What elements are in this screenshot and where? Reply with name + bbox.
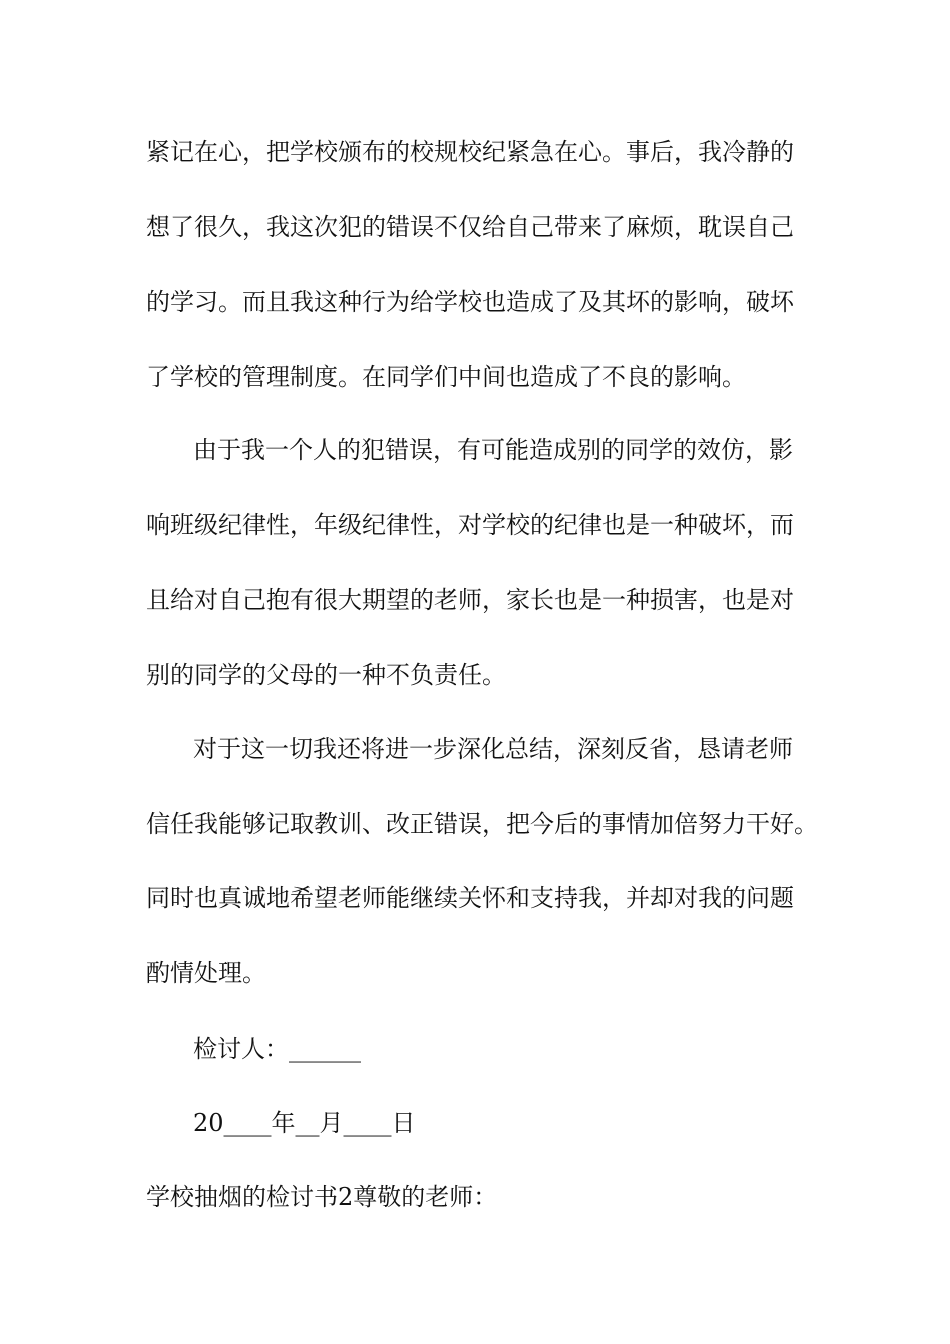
paragraph-start-line: 对于这一切我还将进一步深化总结，深刻反省，恳请老师 — [193, 735, 793, 763]
section-heading: 学校抽烟的检讨书2尊敬的老师： — [146, 1183, 498, 1211]
signature-line: 检讨人：______ — [193, 1035, 361, 1063]
text-line-10: 信任我能够记取教训、改正错误，把今后的事情加倍努力干好。 — [146, 810, 818, 838]
text-line-11: 同时也真诚地希望老师能继续关怀和支持我，并却对我的问题 — [146, 884, 794, 912]
text-line-6: 响班级纪律性，年级纪律性，对学校的纪律也是一种破坏，而 — [146, 511, 794, 539]
text-line-1: 紧记在心，把学校颁布的校规校纪紧急在心。事后，我冷静的 — [146, 138, 794, 166]
text-line-8: 别的同学的父母的一种不负责任。 — [146, 661, 506, 689]
text-line-2: 想了很久，我这次犯的错误不仅给自己带来了麻烦，耽误自己 — [146, 213, 794, 241]
paragraph-start-line: 由于我一个人的犯错误，有可能造成别的同学的效仿，影 — [193, 436, 793, 464]
text-line-12: 酌情处理。 — [146, 959, 266, 987]
text-line-3: 的学习。而且我这种行为给学校也造成了及其坏的影响，破坏 — [146, 288, 794, 316]
date-line: 20____年__月____日 — [193, 1109, 416, 1137]
text-line-7: 且给对自己抱有很大期望的老师，家长也是一种损害，也是对 — [146, 586, 794, 614]
text-line-4: 了学校的管理制度。在同学们中间也造成了不良的影响。 — [146, 363, 746, 391]
